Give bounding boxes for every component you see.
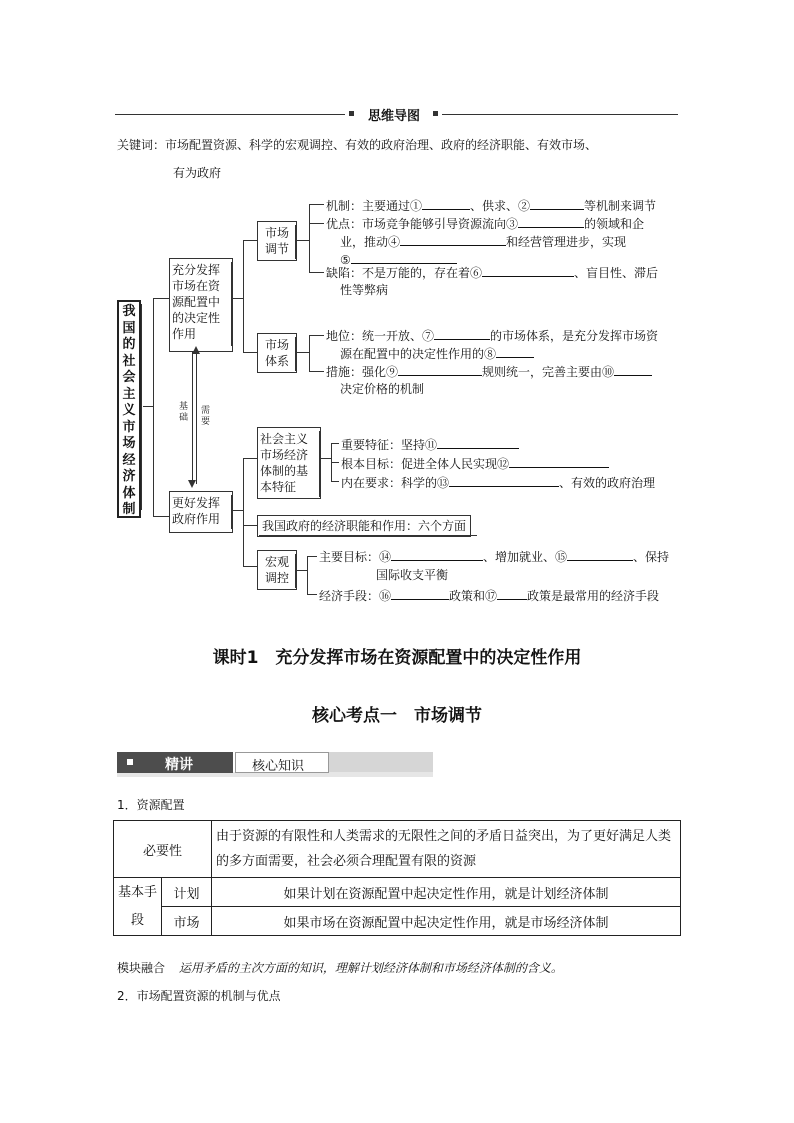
table-head-necessity: 必要性 xyxy=(114,821,212,878)
position-text: 地位：统一开放、⑦ 的市场体系，是充分发挥市场资 源在配置中的决定性作用的⑧ xyxy=(326,329,659,361)
table-sub-market: 市场 xyxy=(161,907,211,936)
branch-market-decisive: 充分发挥市场在资源配置中的决定性作用 xyxy=(169,258,233,352)
table-cell-necessity: 由于资源的有限性和人类需求的无限性之间的矛盾日益突出，为了更好满足人类的多方面需要，社会必须合理配置有限的资源 xyxy=(212,821,681,878)
table-row xyxy=(114,821,681,878)
advantage-text: 优点：市场竞争能够引导资源流向③ 的领域和企 业，推动④ 和经营管理进步，实现 ⑤ xyxy=(326,217,645,267)
table-row xyxy=(114,907,681,936)
link-label-basis: 基础 xyxy=(179,402,189,423)
table-head-basic-means: 基本手段 xyxy=(114,878,162,936)
module-fusion-text: 运用矛盾的主次方面的知识，理解计划经济体制和市场经济体制的含义。 xyxy=(178,961,563,975)
mindmap-header-title: 思维导图 xyxy=(367,109,420,124)
module-fusion xyxy=(117,960,563,976)
lesson-title: 课时1 充分发挥市场在资源配置中的决定性作用 xyxy=(212,648,582,668)
table-cell-plan: 如果计划在资源配置中起决定性作用，就是计划经济体制 xyxy=(212,878,681,907)
basic-features-node: 社会主义市场经济体制的基本特征 xyxy=(257,427,321,499)
macro-means-text: 经济手段：⑯ 政策和⑰ 政策是最常用的经济手段 xyxy=(319,589,660,603)
point-2-heading: 2．市场配置资源的机制与优点 xyxy=(117,989,281,1003)
link-label-need: 需要 xyxy=(201,406,211,427)
tab-lecture[interactable]: 精讲 xyxy=(117,752,233,773)
keywords-line: 关键词：市场配置资源、科学的宏观调控、有效的政府治理、政府的经济职能、有效市场、 xyxy=(117,138,598,152)
point-1-heading: 1．资源配置 xyxy=(117,798,185,812)
mechanism-text: 机制：主要通过① 、供求、② 等机制来调节 xyxy=(326,199,657,213)
table-cell-market: 如果市场在资源配置中起决定性作用，就是市场经济体制 xyxy=(212,907,681,936)
feature-requirement: 内在要求：科学的⑬ 、有效的政府治理 xyxy=(341,476,656,490)
measure-text: 措施：强化⑨ 规则统一，完善主要由⑩ 决定价格的机制 xyxy=(326,363,652,398)
table-sub-plan: 计划 xyxy=(161,878,211,907)
feature-important: 重要特征：坚持⑪ xyxy=(341,436,519,453)
keywords-line-2: 有为政府 xyxy=(173,166,222,180)
market-system-node: 市场体系 xyxy=(257,333,297,373)
module-fusion-label: 模块融合 xyxy=(117,961,166,975)
resource-allocation-table xyxy=(113,820,681,936)
market-regulation-node: 市场调节 xyxy=(257,221,297,261)
table-row xyxy=(114,878,681,907)
branch-government-role: 更好发挥政府作用 xyxy=(169,491,233,533)
defect-text: 缺陷：不是万能的，存在着⑥ 、盲目性、滞后 性等弊病 xyxy=(326,266,659,297)
section-title: 核心考点一 市场调节 xyxy=(312,706,482,726)
macro-control-node: 宏观调控 xyxy=(257,550,297,590)
tab-bar xyxy=(117,752,433,778)
macro-goals-text: 主要目标：⑭ 、增加就业、⑮ 、保持 国际收支平衡 xyxy=(319,550,670,582)
government-functions-node: 我国政府的经济职能和作用：六个方面 xyxy=(257,515,471,537)
mindmap-root: 我国的社会主义市场经济体制 xyxy=(117,300,141,518)
feature-goal: 根本目标：促进全体人民实现⑫ xyxy=(341,455,609,472)
tab-core-knowledge[interactable]: 核心知识 xyxy=(235,752,329,773)
